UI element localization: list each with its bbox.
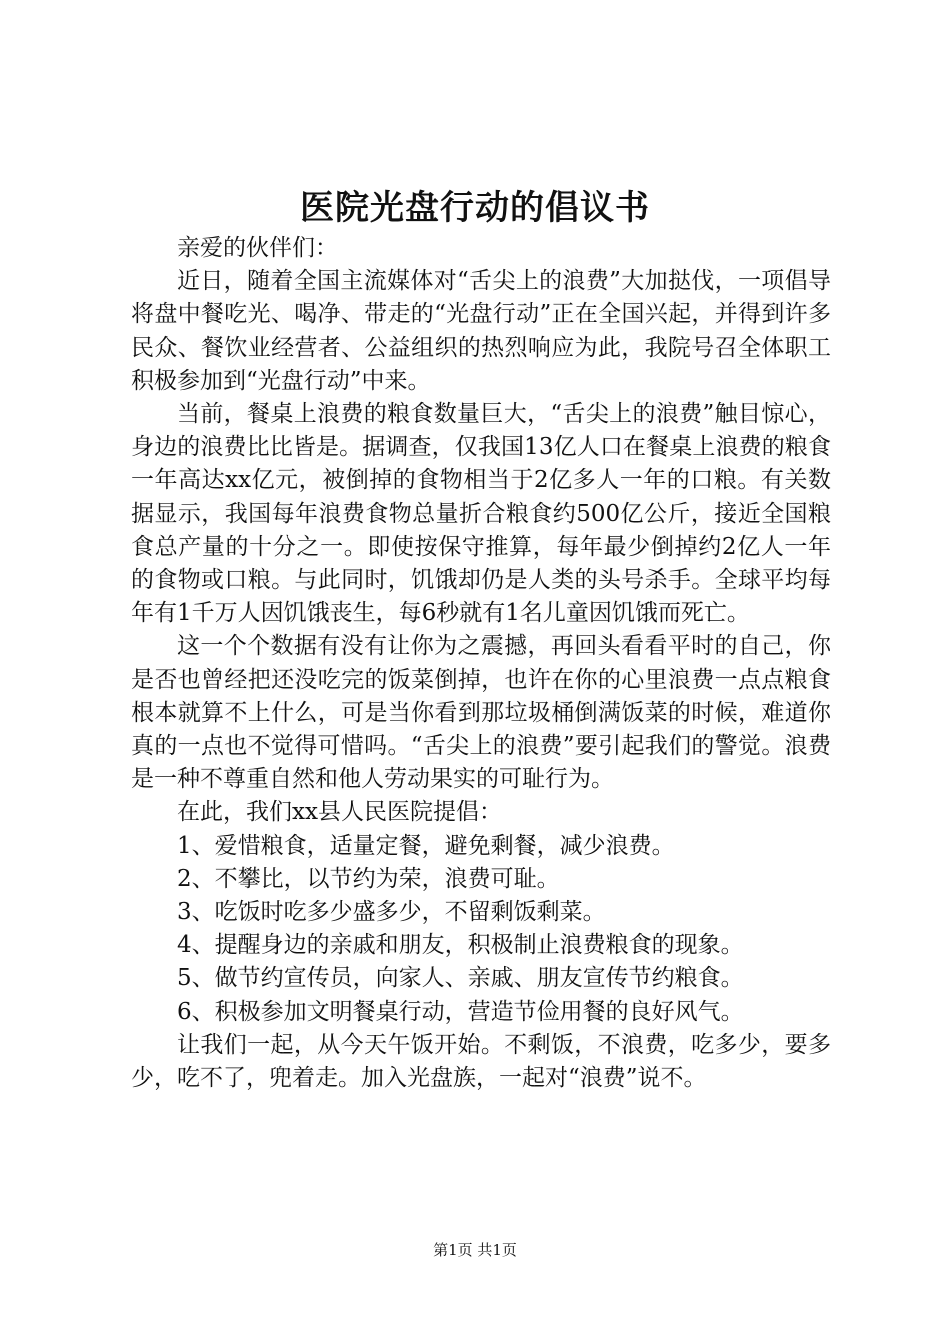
proposal-item: 5、做节约宣传员，向家人、亲戚、朋友宣传节约粮食。 <box>177 965 744 992</box>
proposal-item: 2、不攀比，以节约为荣，浪费可耻。 <box>177 865 560 892</box>
salutation-paragraph: 亲爱的伙伴们： <box>177 235 338 261</box>
body-paragraph: 近日，随着全国主流媒体对“舌尖上的浪费”大加挞伐，一项倡导将盘中餐吃光、喝净、带走的“光盘行动”正在全国兴起，并得到许多民众、餐饮业经营者、公益组织的热烈响应为此，我院号召全体职工积极参加到“光盘行动”中来。 <box>131 268 831 394</box>
proposal-intro-paragraph: 在此，我们xx县人民医院提倡： <box>177 799 502 826</box>
body-paragraph: 当前，餐桌上浪费的粮食数量巨大，“舌尖上的浪费”触目惊心，身边的浪费比比皆是。据调查，仅我国13亿人口在餐桌上浪费的粮食一年高达xx亿元，被倒掉的食物相当于2亿多人一年的口粮。有关数据显示，我国每年浪费食物总量折合粮食约500亿公斤，接近全国粮食总产量的十分之一。即使按保守推算，每年最少倒掉约2亿人一年的食物或口粮。与此同时，饥饿却仍是人类的头号杀手。全球平均每年有1千万人因饥饿丧生，每6秒就有1名儿童因饥饿而死亡。 <box>131 401 831 627</box>
page-footer: 第1页 共1页 <box>433 1241 517 1259</box>
proposal-item: 4、提醒身边的亲戚和朋友，积极制止浪费粮食的现象。 <box>177 932 744 959</box>
body-paragraph: 这一个个数据有没有让你为之震撼，再回头看看平时的自己，你是否也曾经把还没吃完的饭菜倒掉，也许在你的心里浪费一点点粮食根本就算不上什么，可是当你看到那垃圾桶倒满饭菜的时候，难道你真的一点也不觉得可惜吗。“舌尖上的浪费”要引起我们的警觉。浪费是一种不尊重自然和他人劳动果实的可耻行为。 <box>131 633 831 793</box>
closing-paragraph: 让我们一起，从今天午饭开始。不剩饭，不浪费，吃多少，要多少，吃不了，兜着走。加入光盘族，一起对“浪费”说不。 <box>131 1031 831 1092</box>
proposal-item: 6、积极参加文明餐桌行动，营造节俭用餐的良好风气。 <box>177 998 744 1025</box>
document-body <box>131 232 831 1095</box>
document-title: 医院光盘行动的倡议书 <box>300 188 650 228</box>
proposal-item: 3、吃饭时吃多少盛多少，不留剩饭剩菜。 <box>177 899 606 926</box>
proposal-item: 1、爱惜粮食，适量定餐，避免剩餐，减少浪费。 <box>177 832 675 859</box>
